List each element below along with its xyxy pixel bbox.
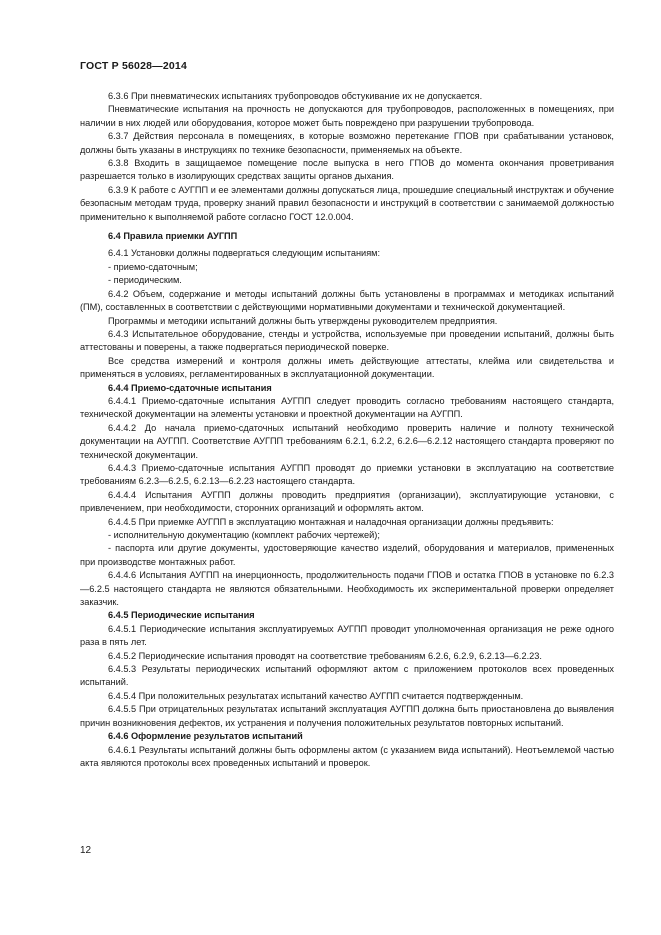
paragraph-6-3-6-cont: Пневматические испытания на прочность не допускаются для трубопроводов, расположенных в помещениях, при наличии в них людей или оборудования, которое может быть повреждено при разрушении трубопровода. — [80, 104, 614, 128]
paragraph-6-4-4-6: 6.4.4.6 Испытания АУГПП на инерционность, продолжительность подачи ГПОВ и остатка ГПОВ в установке по 6.2.3—6.2.5 настоящего стандарта не являются обязательными. Необходимость их экспериментальной проверки определяет заказчик. — [80, 570, 614, 608]
section-heading-6-4: 6.4 Правила приемки АУГПП — [108, 231, 238, 242]
list-item: - периодическим. — [108, 275, 182, 286]
subsection-heading-6-4-6: 6.4.6 Оформление результатов испытаний — [108, 731, 303, 742]
document-body — [80, 90, 614, 770]
paragraph-6-4-5-4: 6.4.5.4 При положительных результатах испытаний качество АУГПП считается подтвержденным. — [108, 690, 524, 701]
paragraph-6-4-4-5: 6.4.4.5 При приемке АУГПП в эксплуатацию монтажная и наладочная организации должны предъявить: — [108, 516, 554, 527]
paragraph-6-4-5-1: 6.4.5.1 Периодические испытания эксплуатируемых АУГПП проводит уполномоченная организация не реже одного раза в пять лет. — [80, 623, 614, 648]
paragraph-6-3-7: 6.3.7 Действия персонала в помещениях, в которые возможно перетекание ГПОВ при срабатывании установок, должны быть указаны в инструкциях по технике безопасности, применяемых на объекте. — [80, 131, 614, 155]
paragraph-6-4-3: 6.4.3 Испытательное оборудование, стенды и устройства, используемые при проведении испытаний, должны быть аттестованы и поверены, а также подвергаться периодической поверке. — [80, 328, 614, 353]
paragraph-6-4-3-cont: Все средства измерений и контроля должны иметь действующие аттестаты, клейма или свидетельства и применяться в условиях, регламентированных в эксплуатационной документации. — [80, 355, 614, 380]
paragraph-6-4-5-3: 6.4.5.3 Результаты периодических испытаний оформляют актом с приложением протоколов всех проведенных испытаний. — [80, 664, 614, 688]
paragraph-6-4-5-5: 6.4.5.5 При отрицательных результатах испытаний эксплуатация АУГПП должна быть приостановлена до выявления причин возникновения дефектов, их устранения и получения положительных результатов повторных испытаний. — [80, 704, 614, 728]
list-item: - паспорта или другие документы, удостоверяющие качество изделий, оборудования и материалов, примененных при производстве монтажных работ. — [80, 543, 614, 567]
paragraph-6-4-4-2: 6.4.4.2 До начала приемо-сдаточных испытаний необходимо проверить наличие и полноту технической документации на АУГПП. Соответствие АУГПП требованиям 6.2.1, 6.2.2, 6.2.6—6.2.12 настоящего стандарта проверяют по технической документации. — [80, 422, 614, 460]
list-item: - исполнительную документацию (комплект рабочих чертежей); — [108, 530, 380, 540]
paragraph-6-4-6-1: 6.4.6.1 Результаты испытаний должны быть оформлены актом (с указанием вида испытаний). Неотъемлемой частью акта являются протоколы всех проведенных испытаний и проверок. — [80, 744, 614, 768]
paragraph-6-4-5-2: 6.4.5.2 Периодические испытания проводят на соответствие требованиям 6.2.6, 6.2.9, 6.2.13—6.2.23. — [108, 650, 542, 661]
subsection-heading-6-4-5: 6.4.5 Периодические испытания — [108, 610, 255, 621]
paragraph-6-4-2-cont: Программы и методики испытаний должны быть утверждены руководителем предприятия. — [108, 315, 498, 326]
paragraph-6-4-2: 6.4.2 Объем, содержание и методы испытаний должны быть установлены в программах и методиках испытаний (ПМ), составленных в соответствии с действующими нормативными документами и технической документацией. — [80, 288, 614, 313]
paragraph-6-4-4-4: 6.4.4.4 Испытания АУГПП должны проводить предприятия (организации), эксплуатирующие установки, с привлечением, при необходимости, сторонних организаций и оформлять актом. — [80, 489, 614, 514]
paragraph-6-3-8: 6.3.8 Входить в защищаемое помещение после выпуска в него ГПОВ до момента окончания проветривания разрешается только в изолирующих средствах защиты органов дыхания. — [80, 158, 614, 182]
page-number: 12 — [80, 845, 92, 856]
paragraph-6-3-6: 6.3.6 При пневматических испытаниях трубопроводов обстукивание их не допускается. — [108, 91, 483, 101]
list-item: - приемо-сдаточным; — [108, 261, 198, 272]
paragraph-6-4-4-1: 6.4.4.1 Приемо-сдаточные испытания АУГПП следует проводить согласно требованиям настоящего стандарта, технической документации на элементы установки и проектной документации на АУГПП. — [80, 395, 614, 420]
paragraph-6-3-9: 6.3.9 К работе с АУГПП и ее элементами должны допускаться лица, прошедшие специальный инструктаж и обучение безопасным методам труда, проверку знаний правил безопасности и инструкций в соответствии с занимаемой должностью применительно к выполняемой работе согласно ГОСТ 12.0.004. — [80, 184, 614, 222]
document-header: ГОСТ Р 56028—2014 — [80, 60, 188, 72]
paragraph-6-4-1: 6.4.1 Установки должны подвергаться следующим испытаниям: — [108, 248, 381, 259]
paragraph-6-4-4-3: 6.4.4.3 Приемо-сдаточные испытания АУГПП проводят до приемки установки в эксплуатацию на соответствие требованиям 6.2.3—6.2.5, 6.2.13—6.2.23 настоящего стандарта. — [80, 462, 614, 487]
subsection-heading-6-4-4: 6.4.4 Приемо-сдаточные испытания — [108, 382, 272, 393]
